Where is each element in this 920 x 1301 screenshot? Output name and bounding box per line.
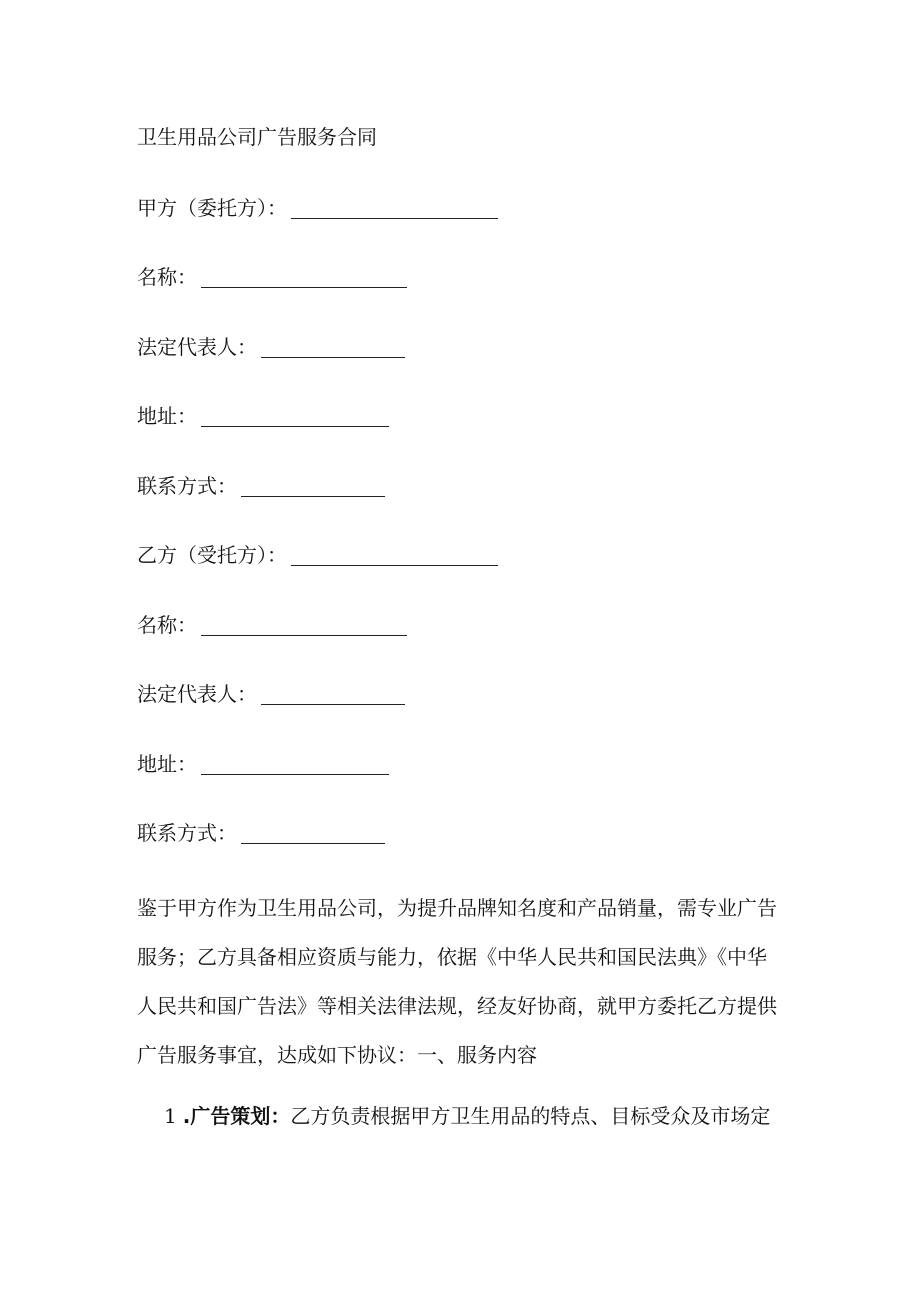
party-a-rep-blank bbox=[261, 339, 405, 358]
party-a-contact-field bbox=[137, 471, 385, 501]
party-b-address-blank bbox=[201, 756, 389, 775]
party-a-rep-label: 法定代表人： bbox=[137, 335, 257, 359]
party-b-address-label: 地址： bbox=[137, 752, 197, 776]
party-b-name-blank bbox=[201, 617, 407, 636]
party-b-contact-blank bbox=[241, 825, 385, 844]
party-a-rep-field bbox=[137, 332, 405, 362]
preamble-line: 鉴于甲方作为卫生用品公司，为提升品牌知名度和产品销量，需专业广告 bbox=[137, 896, 777, 920]
party-a-contact-blank bbox=[241, 478, 385, 497]
preamble-line: 人民共和国广告法》等相关法律法规，经友好协商，就甲方委托乙方提供 bbox=[137, 994, 777, 1018]
party-b-rep-label: 法定代表人： bbox=[137, 682, 257, 706]
party-b-contact-field bbox=[137, 818, 385, 848]
party-b-heading-field bbox=[137, 540, 498, 570]
clause-item-1 bbox=[164, 1101, 770, 1131]
preamble-line: 服务；乙方具备相应资质与能力，依据《中华人民共和国民法典》《中华 bbox=[137, 945, 767, 969]
party-a-address-field bbox=[137, 401, 389, 431]
party-b-address-field bbox=[137, 749, 389, 779]
party-b-name-label: 名称： bbox=[137, 613, 197, 637]
party-a-blank bbox=[291, 200, 498, 219]
clause-number: 1 bbox=[164, 1104, 177, 1128]
party-a-name-blank bbox=[201, 269, 407, 288]
party-a-name-label: 名称： bbox=[137, 265, 197, 289]
party-b-blank bbox=[291, 547, 498, 566]
party-b-contact-label: 联系方式： bbox=[137, 821, 237, 845]
party-b-rep-field bbox=[137, 679, 405, 709]
clause-heading: .广告策划： bbox=[182, 1104, 291, 1128]
party-a-heading-field bbox=[137, 193, 498, 223]
party-a-contact-label: 联系方式： bbox=[137, 474, 237, 498]
party-a-address-label: 地址： bbox=[137, 404, 197, 428]
party-a-heading: 甲方（委托方）： bbox=[137, 196, 287, 220]
party-a-name-field bbox=[137, 262, 407, 292]
clause-text: 乙方负责根据甲方卫生用品的特点、目标受众及市场定 bbox=[290, 1104, 771, 1128]
party-b-heading: 乙方（受托方）： bbox=[137, 543, 287, 567]
party-a-address-blank bbox=[201, 408, 389, 427]
preamble-paragraph bbox=[137, 884, 787, 1080]
preamble-line: 广告服务事宜，达成如下协议：一、服务内容 bbox=[137, 1043, 537, 1067]
party-b-name-field bbox=[137, 610, 407, 640]
party-b-rep-blank bbox=[261, 686, 405, 705]
document-title: 卫生用品公司广告服务合同 bbox=[137, 125, 377, 149]
